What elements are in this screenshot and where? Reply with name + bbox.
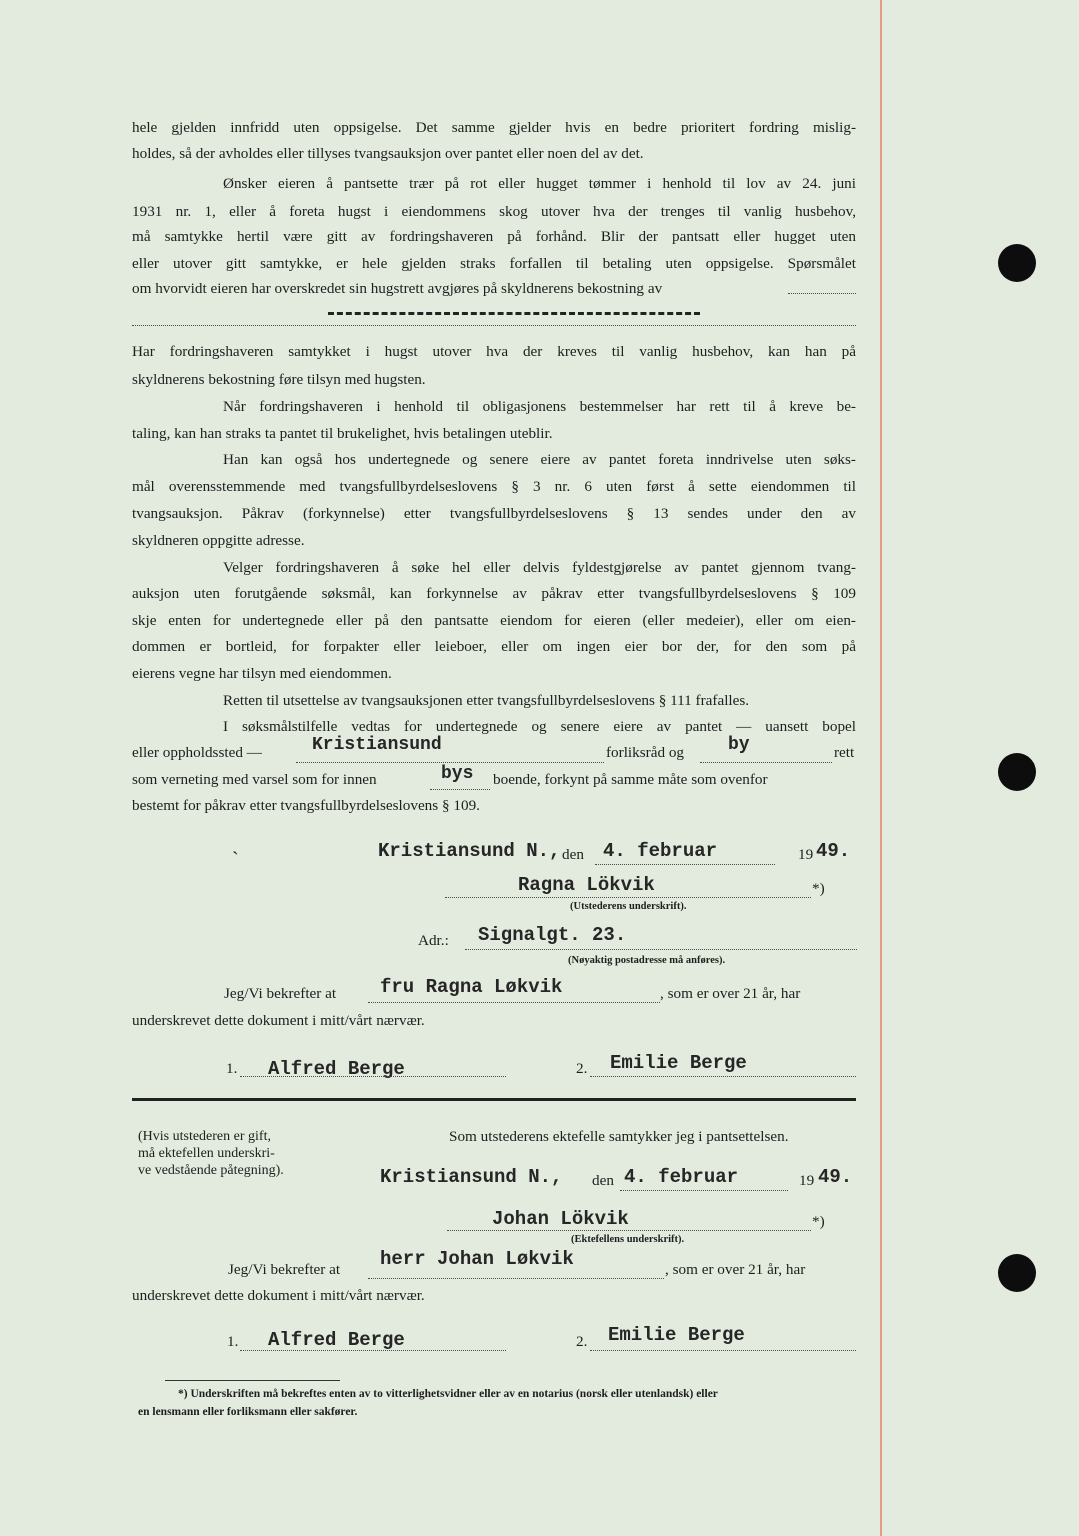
paragraph-line: holdes, så der avholdes eller tillyses tvangsauksjon over pantet eller noen del av det. bbox=[132, 145, 644, 162]
paragraph-line: om hvorvidt eieren har overskredet sin hugstrett avgjøres på skyldnerens bekostning av bbox=[132, 280, 663, 297]
spouse-year-prefix: 19 bbox=[799, 1172, 815, 1189]
witness-prefix: Jeg/Vi bekrefter at bbox=[224, 985, 337, 1002]
spouse-witness-suffix: , som er over 21 år, har bbox=[665, 1261, 806, 1278]
section-divider bbox=[132, 1098, 856, 1101]
spouse-sig-mark: *) bbox=[812, 1213, 825, 1230]
venue-line2-suffix: boende, forkynt på samme måte som ovenfor bbox=[493, 771, 768, 788]
footnote-line: en lensmann eller forliksmann eller sakfører. bbox=[138, 1406, 358, 1418]
paragraph-line: auksjon uten forutgående søksmål, kan forkynnelse av påkrav etter tvangsfullbyrdelseslovens § 109 bbox=[132, 585, 856, 602]
signature-line bbox=[590, 1350, 856, 1351]
issuer-signature: Ragna Lökvik bbox=[518, 874, 655, 896]
paragraph-line: skje enten for undertegnede eller på den pantsatte eiendom for eieren (eller medeier), eller om eien- bbox=[132, 612, 856, 629]
spouse-note-line: ve vedstående påtegning). bbox=[138, 1163, 284, 1178]
fill-line bbox=[368, 1278, 664, 1279]
spouse-den-label: den bbox=[592, 1172, 614, 1189]
paragraph-line: eierens vegne har tilsyn med eiendommen. bbox=[132, 665, 392, 682]
paragraph-line: dommen er bortleid, for forpakter eller leieboer, eller om ingen eier bor der, for den som på bbox=[132, 638, 856, 655]
spouse-date: 4. februar bbox=[624, 1166, 739, 1188]
spouse-witness-2-num: 2. bbox=[576, 1333, 588, 1350]
spouse-witness-1-num: 1. bbox=[227, 1333, 239, 1350]
punch-hole bbox=[998, 1254, 1036, 1292]
punch-hole bbox=[998, 244, 1036, 282]
spouse-note-line: (Hvis utstederen er gift, bbox=[138, 1129, 271, 1144]
spouse-place: Kristiansund N., bbox=[380, 1166, 563, 1188]
fill-line bbox=[700, 762, 832, 763]
witness-1-num: 1. bbox=[226, 1060, 238, 1077]
paragraph-line: tvangsauksjon. Påkrav (forkynnelse) etter tvangsfullbyrdelseslovens § 13 sendes under den av bbox=[132, 505, 856, 522]
paragraph-line: Når fordringshaveren i henhold til obligasjonens bestemmelser har rett til å kreve be- bbox=[223, 398, 856, 415]
paragraph-line: eller utover gitt samtykke, er hele gjelden straks forfallen til betaling uten oppsigelse. Spørsmålet bbox=[132, 255, 856, 272]
venue-line3: bestemt for påkrav etter tvangsfullbyrdelseslovens § 109. bbox=[132, 797, 480, 814]
witness-suffix: , som er over 21 år, har bbox=[660, 985, 801, 1002]
paragraph-line: skyldneren oppgitte adresse. bbox=[132, 532, 305, 549]
spouse-witness-2-name: Emilie Berge bbox=[608, 1324, 745, 1346]
check-mark: ˏ bbox=[232, 833, 239, 855]
spouse-witness-line2: underskrevet dette dokument i mitt/vårt nærvær. bbox=[132, 1287, 425, 1304]
signature-line bbox=[590, 1076, 856, 1077]
spouse-consent: Som utstederens ektefelle samtykker jeg i pantsettelsen. bbox=[449, 1128, 789, 1145]
witness-2-num: 2. bbox=[576, 1060, 588, 1077]
paragraph-line: Har fordringshaveren samtykket i hugst utover hva der kreves til vanlig husbehov, kan han på bbox=[132, 343, 856, 360]
venue-prefix: eller oppholdssted — bbox=[132, 744, 262, 761]
spouse-witness-name: herr Johan Løkvik bbox=[380, 1248, 574, 1270]
spouse-year-suffix: 49. bbox=[818, 1166, 853, 1188]
fill-line bbox=[296, 762, 604, 763]
spouse-sig-caption: (Ektefellens underskrift). bbox=[571, 1234, 685, 1245]
paragraph-line: mål overensstemmende med tvangsfullbyrdelseslovens § 3 nr. 6 uten først å sette eiendommen til bbox=[132, 478, 856, 495]
footnote-rule bbox=[165, 1380, 340, 1381]
venue-mid: forliksråd og bbox=[606, 744, 685, 761]
issuer-address: Signalgt. 23. bbox=[478, 924, 627, 946]
punch-hole bbox=[998, 753, 1036, 791]
paragraph-line: skyldnerens bekostning føre tilsyn med hugsten. bbox=[132, 371, 426, 388]
address-label: Adr.: bbox=[418, 932, 449, 949]
issuer-sig-mark: *) bbox=[812, 880, 825, 897]
venue-line2-fill: bys bbox=[441, 764, 474, 784]
address-caption: (Nøyaktig postadresse må anføres). bbox=[568, 955, 726, 966]
paragraph-line: taling, kan han straks ta pantet til brukelighet, hvis betalingen uteblir. bbox=[132, 425, 553, 442]
witness-1-name: Alfred Berge bbox=[268, 1058, 405, 1080]
paragraph-line: 1931 nr. 1, eller å foreta hugst i eiendommens skog utover hva der trenges til vanlig husbehov, bbox=[132, 203, 856, 220]
venue-court: by bbox=[728, 735, 750, 755]
spouse-note bbox=[138, 1128, 284, 1179]
witness-line2: underskrevet dette dokument i mitt/vårt nærvær. bbox=[132, 1012, 425, 1029]
venue-suffix: rett bbox=[834, 744, 855, 761]
fill-line bbox=[620, 1190, 788, 1191]
fill-line bbox=[465, 949, 857, 950]
struck-out-line bbox=[328, 312, 700, 315]
margin-rule bbox=[880, 0, 882, 1536]
fill-line bbox=[368, 1002, 660, 1003]
issuer-year-suffix: 49. bbox=[816, 840, 851, 862]
signature-line bbox=[240, 1350, 506, 1351]
fill-line bbox=[132, 325, 856, 326]
paragraph-line: Ønsker eieren å pantsette trær på rot eller hugget tømmer i henhold til lov av 24. juni bbox=[223, 175, 856, 192]
issuer-witness-name: fru Ragna Løkvik bbox=[380, 976, 563, 998]
issuer-den-label: den bbox=[562, 846, 584, 863]
spouse-signature: Johan Lökvik bbox=[492, 1208, 629, 1230]
witness-2-name: Emilie Berge bbox=[610, 1052, 747, 1074]
spouse-note-line: må ektefellen underskri- bbox=[138, 1146, 275, 1161]
fill-line bbox=[595, 864, 775, 865]
paragraph-line: I søksmålstilfelle vedtas for undertegnede og senere eiere av pantet — uansett bopel bbox=[223, 718, 856, 735]
paragraph-line: Han kan også hos undertegnede og senere eiere av pantet foreta inndrivelse uten søks- bbox=[223, 451, 856, 468]
issuer-date: 4. februar bbox=[603, 840, 718, 862]
spouse-witness-prefix: Jeg/Vi bekrefter at bbox=[228, 1261, 341, 1278]
spouse-witness-1-name: Alfred Berge bbox=[268, 1329, 405, 1351]
fill-line bbox=[788, 293, 856, 294]
issuer-year-prefix: 19 bbox=[798, 846, 814, 863]
signature-line bbox=[447, 1230, 811, 1231]
signature-line bbox=[445, 897, 811, 898]
paragraph-line: Velger fordringshaveren å søke hel eller delvis fyldestgjørelse av pantet gjennom tvang- bbox=[223, 559, 856, 576]
paragraph-line: hele gjelden innfridd uten oppsigelse. Det samme gjelder hvis en bedre prioritert fordring mislig- bbox=[132, 119, 856, 136]
paragraph-line: Retten til utsettelse av tvangsauksjonen etter tvangsfullbyrdelseslovens § 111 frafalles. bbox=[223, 692, 750, 709]
footnote-line: *) Underskriften må bekreftes enten av to vitterlighetsvidner eller av en notarius (norsk eller utenlandsk) eller bbox=[178, 1388, 718, 1400]
paragraph-line: må samtykke hertil være gitt av fordringshaveren på forhånd. Blir der pantsatt eller hugget uten bbox=[132, 228, 856, 245]
venue-place: Kristiansund bbox=[312, 735, 442, 755]
signature-line bbox=[240, 1076, 506, 1077]
issuer-sig-caption: (Utstederens underskrift). bbox=[570, 901, 687, 912]
issuer-place: Kristiansund N., bbox=[378, 840, 561, 862]
venue-line2-prefix: som verneting med varsel som for innen bbox=[132, 771, 377, 788]
fill-line bbox=[430, 789, 490, 790]
